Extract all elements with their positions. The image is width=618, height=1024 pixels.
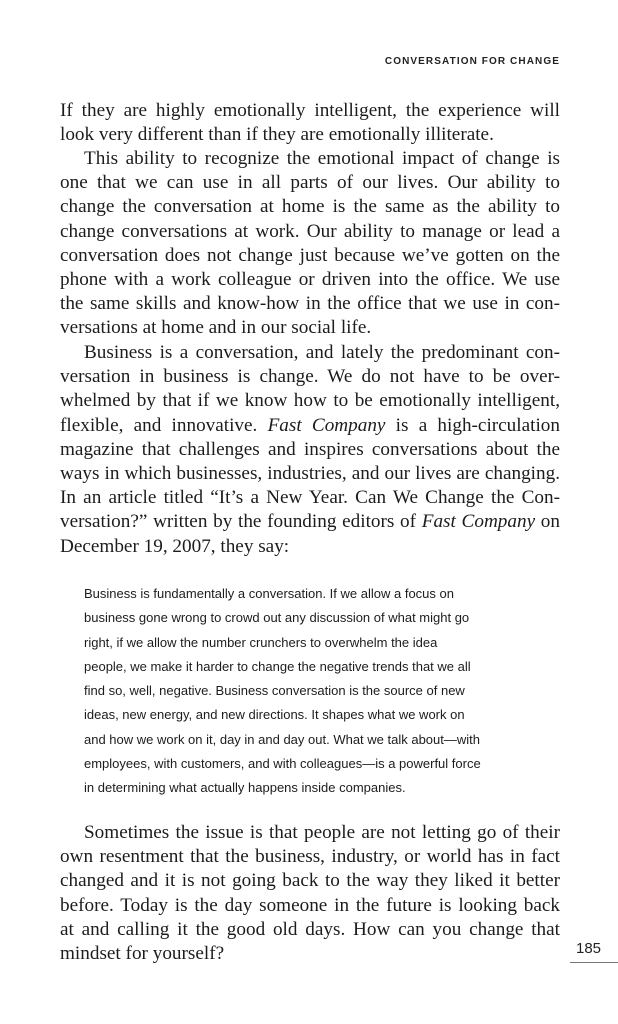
- text-line: Sometimes the issue is that people are not letting go of their: [84, 822, 560, 843]
- text-line: own resentment that the business, industry, or world has in fact: [60, 846, 560, 868]
- quote-line: ideas, new energy, and new directions. It shapes what we work on: [84, 707, 465, 723]
- text-run: flexible, and innovative.: [60, 414, 268, 436]
- text-line: conversation does not change just because we’ve gotten on the: [60, 244, 560, 266]
- quote-line: business gone wrong to crowd out any discussion of what might go: [84, 610, 470, 626]
- text-run: versation?” written by the founding editors of: [60, 511, 422, 533]
- text-line: changed and it is not going back to the way they liked it better: [60, 870, 560, 892]
- text-run: is a high-circulation: [385, 414, 560, 436]
- text-line: change the conversation at home is the same as the ability to: [60, 196, 560, 218]
- quote-line: right, if we allow the number crunchers to overwhelm the idea: [84, 634, 438, 650]
- quote-line: Business is fundamentally a conversation. If we allow a focus on: [84, 586, 454, 601]
- text-run: on: [535, 511, 560, 533]
- text-line: change conversations at work. Our ability to manage or lead a: [60, 220, 560, 242]
- publication-title: Fast Company: [267, 414, 386, 436]
- paragraph-4: [60, 821, 560, 966]
- paragraph-1: [60, 99, 560, 147]
- text-line: In an article titled “It’s a New Year. Can We Change the Con-: [60, 487, 560, 509]
- quote-line: employees, with customers, and with colleagues—is a powerful force: [84, 756, 481, 772]
- text-line: This ability to recognize the emotional impact of change is: [84, 148, 560, 169]
- block-quote: [84, 582, 554, 801]
- paragraph-2: [60, 147, 560, 341]
- text-line: at and calling it the good old days. How can you change that: [60, 918, 560, 940]
- running-header: CONVERSATION FOR CHANGE: [384, 56, 560, 67]
- text-line: before. Today is the day someone in the future is looking back: [60, 894, 560, 916]
- text-line: mindset for yourself?: [60, 943, 225, 965]
- text-line: [60, 510, 560, 534]
- quote-line: people, we make it harder to change the negative trends that we all: [84, 658, 471, 674]
- text-line: versation in business is change. We do not have to be over-: [60, 366, 560, 388]
- text-line: phone with a work colleague or driven into the office. We use: [60, 269, 560, 291]
- text-line: the same skills and know-how in the office that we use in con-: [60, 293, 560, 315]
- text-line: magazine that challenges and inspires conversations about the: [60, 438, 560, 460]
- page-number-rule: [570, 962, 618, 963]
- page-number: 185: [576, 940, 602, 957]
- text-line: [60, 414, 560, 438]
- text-line: ways in which businesses, industries, and our lives are changing.: [60, 463, 560, 485]
- text-line: one that we can use in all parts of our lives. Our ability to: [60, 172, 560, 194]
- text-line: December 19, 2007, they say:: [60, 535, 290, 557]
- paragraph-3: [60, 341, 560, 559]
- text-line: Business is a conversation, and lately the predominant con-: [84, 342, 560, 363]
- quote-line: and how we work on it, day in and day out. What we talk about—with: [84, 731, 480, 747]
- quote-line: find so, well, negative. Business conversation is the source of new: [84, 683, 465, 699]
- text-line: look very different than if they are emotionally illiterate.: [60, 124, 494, 146]
- text-line: versations at home and in our social life.: [60, 317, 372, 339]
- publication-title: Fast Company: [421, 511, 536, 533]
- quote-line: in determining what actually happens inside companies.: [84, 780, 406, 796]
- text-line: If they are highly emotionally intelligent, the experience will: [60, 100, 560, 121]
- text-line: whelmed by that if we know how to be emotionally intelligent,: [60, 390, 560, 412]
